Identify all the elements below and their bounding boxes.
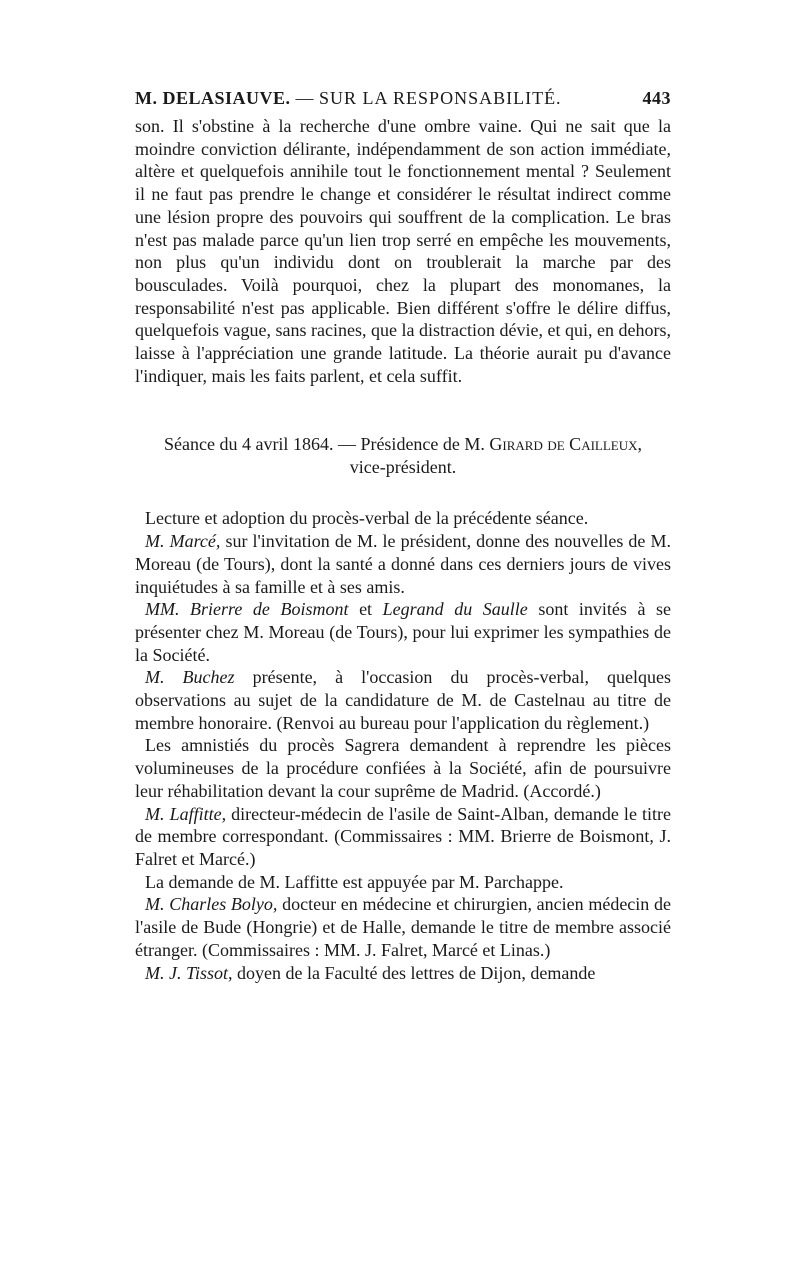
running-header	[135, 88, 671, 109]
paragraph-text: La demande de M. Laffitte est appuyée par M. Parchappe.	[145, 871, 564, 892]
page-number: 443	[642, 88, 671, 108]
session-heading	[135, 433, 671, 479]
continuation-paragraph: son. Il s'obstine à la recherche d'une ombre vaine. Qui ne sait que la moindre conviction délirante, indépendamment de son action immédiate, altère et quelquefois annihile tout le fonctionnement mental ? Seulement il ne faut pas prendre le change et considérer le résultat indirect comme une lésion propre des pouvoirs qui souffrent de la complication. Le bras n'est pas malade parce qu'un lien trop serré en empêche les mouvements, non plus qu'un individu dont on troublerait la marche par des bousculades. Voilà pourquoi, chez la plupart des monomanes, la responsabilité n'est pas applicable. Bien différent s'offre le délire diffus, quelquefois vague, sans racines, que la distraction dévie, et qui, en dehors, laisse à l'appréciation une grande latitude. La théorie aurait pu d'avance l'indiquer, mais les faits parlent, et cela suffit.	[135, 116, 671, 386]
paragraph-text: directeur-médecin de l'asile de Saint-Alban, demande le titre de membre correspondant. (Commissaires : MM. Brierre de Boismont, J. Falret et Marcé.)	[135, 803, 672, 869]
session-prefix: Séance du 4 avril 1864. — Présidence de M.	[163, 434, 490, 455]
header-left	[135, 88, 562, 109]
session-suffix: ,	[637, 434, 643, 455]
minutes-paragraph	[135, 893, 671, 961]
speaker-name: M. Buchez	[145, 667, 235, 688]
paragraph-text: présente, à l'occasion du procès-verbal, quelques observations au sujet de la candidature de M. de Castelnau au titre de membre honoraire. (Renvoi au bureau pour l'application du règlement.)	[135, 667, 671, 733]
paragraph-text: Les amnistiés du procès Sagrera demandent à reprendre les pièces volumineuses de la procédure confiées à la Société, afin de poursuivre leur réhabilitation devant la cour suprême de Madrid. (Accordé.)	[135, 735, 671, 801]
header-subject: SUR LA RESPONSABILITÉ.	[319, 88, 562, 108]
minutes-paragraph	[135, 871, 671, 894]
minutes-paragraph	[135, 962, 671, 985]
minutes-paragraph	[135, 598, 671, 666]
minutes-paragraph	[135, 734, 671, 802]
minutes	[135, 507, 671, 984]
minutes-paragraph	[135, 803, 671, 871]
session-president: Girard de Cailleux	[489, 434, 638, 455]
paragraph-text: Lecture et adoption du procès-verbal de la précédente séance.	[145, 508, 589, 529]
paragraph-text: doyen de la Faculté des lettres de Dijon, demande	[232, 962, 596, 983]
paragraph-text: et	[348, 599, 383, 620]
document-page	[135, 88, 671, 984]
speaker-name: M. Marcé,	[145, 531, 221, 552]
header-author: M. DELASIAUVE.	[135, 88, 291, 108]
minutes-paragraph	[135, 666, 671, 734]
session-line2: vice-président.	[349, 457, 457, 478]
speaker-name: M. Charles Bolyo,	[145, 894, 278, 915]
speaker-name-2: Legrand du Saulle	[382, 599, 528, 620]
minutes-paragraph	[135, 530, 671, 598]
paragraph-text: docteur en médecine et chirurgien, ancien médecin de l'asile de Bude (Hongrie) et de Halle, demande le titre de membre associé étranger. (Commissaires : MM. J. Falret, Marcé et Linas.)	[135, 894, 671, 960]
paragraph-text: sur l'invitation de M. le président, donne des nouvelles de M. Moreau (de Tours), dont la santé a donné dans ces derniers jours de vives inquiétudes à sa famille et à ses amis.	[135, 531, 671, 597]
paragraph-text-2: sont invités à se présenter chez M. Moreau (de Tours), pour lui exprimer les sympathies de la Société.	[135, 599, 671, 665]
speaker-name: M. J. Tissot,	[145, 962, 233, 983]
header-dash: —	[295, 88, 315, 108]
speaker-name: M. Laffitte,	[145, 803, 227, 824]
minutes-paragraph	[135, 507, 671, 530]
speaker-name: MM. Brierre de Boismont	[145, 599, 349, 620]
